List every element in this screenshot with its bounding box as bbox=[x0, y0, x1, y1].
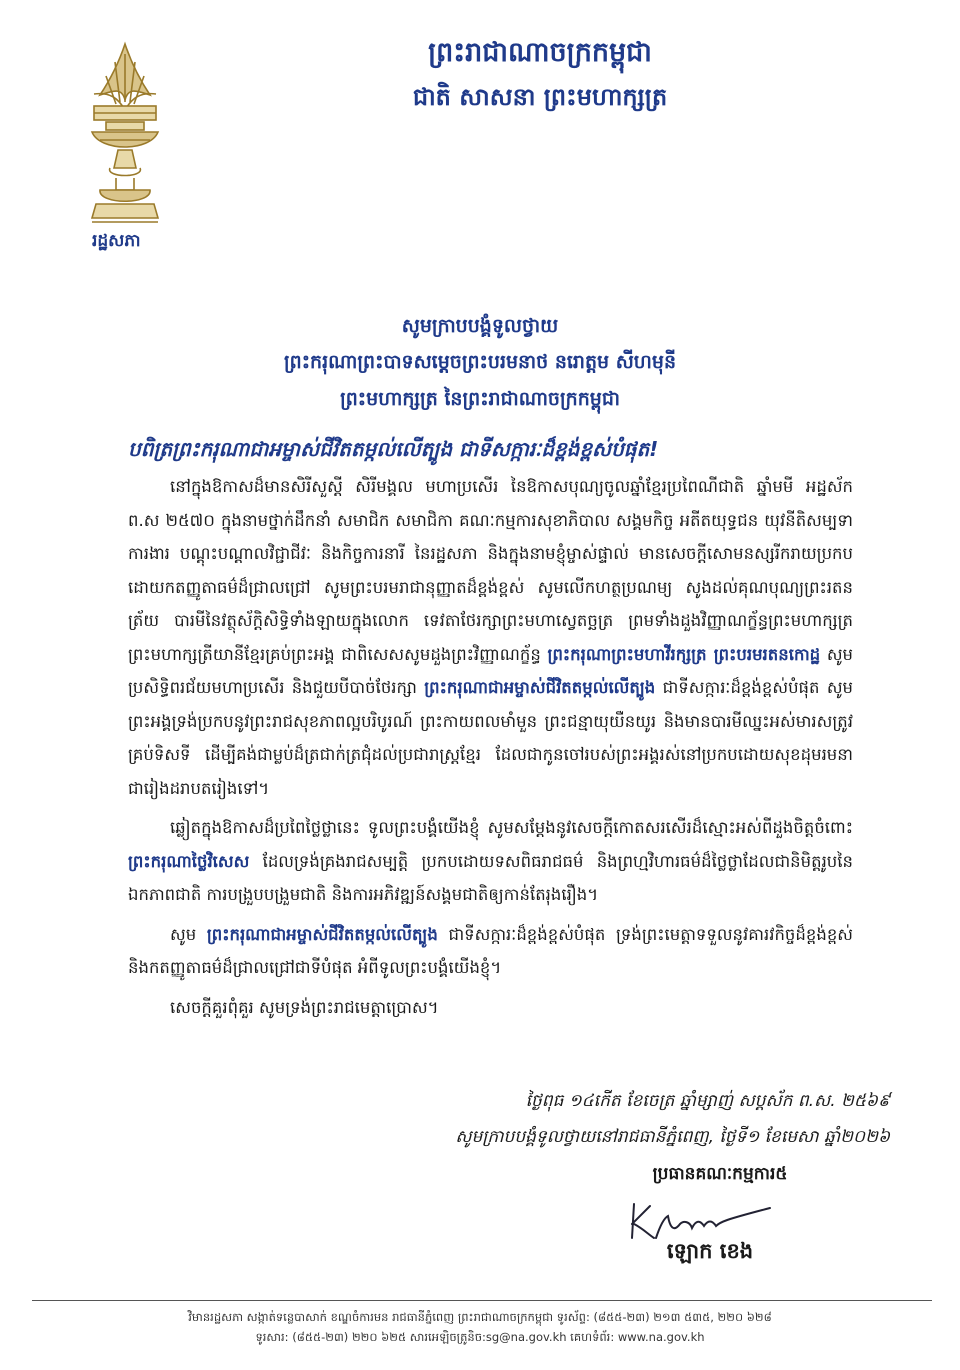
footer-divider bbox=[32, 1300, 932, 1301]
footer-address: វិមានរដ្ឋសភា សង្កាត់ទន្លេបាសាក់ ខណ្ឌចំការមន រាជធានីភ្នំពេញ ព្រះរាជាណាចក្រកម្ពុជា ទូរស័ព្ទ: (៨៥៥-២៣) ២១៣ ៥៣៥, ២២០ ៦២៨ bbox=[188, 1310, 772, 1324]
paragraph-1-emphasis-majesty: ព្រះករុណាជាអម្ចាស់ជីវិតតម្កល់លើត្បូង bbox=[424, 678, 656, 697]
paragraph-1 bbox=[128, 470, 853, 805]
motto: ជាតិ សាសនា ព្រះមហាក្សត្រ bbox=[412, 83, 668, 111]
paragraph-1-emphasis-king-father: ព្រះករុណាព្រះមហាវីរក្សត្រ ព្រះបរមរតនកោដ្ឋ bbox=[547, 644, 821, 664]
letter-body bbox=[128, 470, 853, 1030]
royal-emblem-icon bbox=[70, 40, 180, 230]
paragraph-3-emphasis: ព្រះករុណាជាអម្ចាស់ជីវិតតម្កល់លើត្បូង bbox=[206, 924, 438, 944]
solar-date: សូមក្រាបបង្គំទូលថ្វាយនៅរាជធានីភ្នំពេញ, ថ្ងៃទី១ ខែមេសា ឆ្នាំ២០២៦ bbox=[455, 1127, 890, 1147]
lunar-date: ថ្ងៃពុធ ១៤កើត ខែចេត្រ ឆ្នាំម្សាញ់ សប្តស័ក ព.ស. ២៥៦៩ bbox=[525, 1091, 890, 1111]
paragraph-3-text-a: សូម bbox=[170, 924, 197, 944]
address-headline: បពិត្រព្រះករុណាជាអម្ចាស់ជីវិតតម្កល់លើត្បូង ជាទីសក្ការៈដ៏ខ្ពង់ខ្ពស់បំផុត! bbox=[128, 437, 659, 461]
signer-title: ប្រធានគណៈកម្មការ៥ bbox=[652, 1164, 788, 1184]
paragraph-3-text-c: ជាទីសក្ការៈដ៏ខ្ពង់ខ្ពស់បំផុត ទ្រង់ព្រះមេត្តាទទួលនូវគារវកិច្ចដ៏ខ្ពង់ខ្ពស់ និងកតញ្ញូតាធម៌ដ៏ជ្រាលជ្រៅជាទីបំផុត អំពីទូលព្រះបង្គំយើងខ្ញុំ។ bbox=[128, 924, 854, 977]
salutation-line-3: ព្រះមហាក្សត្រ នៃព្រះរាជាណាចក្រកម្ពុជា bbox=[340, 388, 620, 410]
paragraph-1-text-a: នៅក្នុងឱកាសដ៏មានសិរីសួស្តី សិរីមង្គល មហាប្រសើរ នៃឱកាសបុណ្យចូលឆ្នាំខ្មែរប្រពៃណីជាតិ ឆ្នាំមមី អដ្ឋស័ក ព.ស ២៥៧០ ក្នុងនាមថ្នាក់ដឹកនាំ សមាជិក សមាជិកា គណៈកម្មការសុខាភិបាល សង្គមកិច្ច អតីតយុទ្ធជន យុវនីតិសម្បទា ការងារ បណ្តុះបណ្តាលវិជ្ជាជីវៈ និងកិច្ចការនារី នៃរដ្ឋសភា និងក្នុងនាមខ្ញុំម្ចាស់ផ្ទាល់ មានសេចក្តីសោមនស្សរីករាយប្រកបដោយកតញ្ញូតាធម៌ដ៏ជ្រាលជ្រៅ សូមព្រះបរមរាជានុញ្ញាតដ៏ខ្ពង់ខ្ពស់ សូមលើកហត្ថប្រណម្យ សូងដល់គុណបុណ្យព្រះរតនត្រ័យ បារមីនៃវត្ថុស័ក្តិសិទ្ធិទាំងឡាយក្នុងលោក ទេវតាថែរក្សាព្រះមហាស្វេតច្ឆត្រ ព្រមទាំងដួងវិញ្ញាណក្ខ័ន្ធព្រះមហាក្សត្រ ព្រះមហាក្សត្រីយានីខ្មែរគ្រប់ព្រះអង្គ ជាពិសេសសូមដួងព្រះវិញ្ញាណក្ខ័ន្ធ bbox=[128, 477, 853, 664]
paragraph-2-text-c: ដែលទ្រង់គ្រងរាជសម្បត្តិ ប្រកបដោយទសពិធរាជធម៌ និងព្រហ្មវិហារធម៌ដ៏ថ្លៃថ្លាដែលជានិមិត្តរូបនៃឯកភាពជាតិ ការបង្រួបបង្រួមជាតិ និងការអភិវឌ្ឍន៍សង្គមជាតិឲ្យកាន់តែរុងរឿង។ bbox=[128, 851, 853, 904]
emblem-label: រដ្ឋសភា bbox=[92, 231, 141, 251]
paragraph-2 bbox=[128, 811, 853, 912]
paragraph-1-text-c: សូមប្រសិទ្ធិពរជ័យមហាប្រសើរ និងជួយបីបាច់ថែរក្សា bbox=[128, 644, 853, 697]
salutation-line-1: សូមក្រាបបង្គំទូលថ្វាយ bbox=[401, 315, 559, 337]
paragraph-3 bbox=[128, 918, 853, 985]
signer-name: ឡោក ខេង bbox=[666, 1239, 754, 1263]
footer-contact: ទូរសារ: (៨៥៥-២៣) ២២០ ៦២៥ សារអេឡិចត្រូនិច:sg@na.gov.kh គេហទំព័រ: www.na.gov.kh bbox=[255, 1330, 705, 1344]
paragraph-2-text-a: ឆ្លៀតក្នុងឱកាសដ៏ប្រពៃថ្លៃថ្លានេះ ទូលព្រះបង្គំយើងខ្ញុំ សូមសម្តែងនូវសេចក្តីកោតសរសើរដ៏ស្មោះអស់ពីដួងចិត្តចំពោះ bbox=[170, 818, 853, 837]
kingdom-title: ព្រះរាជាណាចក្រកម្ពុជា bbox=[428, 37, 652, 68]
paragraph-2-emphasis: ព្រះករុណាថ្លៃវិសេស bbox=[128, 851, 250, 871]
paragraph-1-text-e: ជាទីសក្ការៈដ៏ខ្ពង់ខ្ពស់បំផុត សូមព្រះអង្គទ្រង់ប្រកបនូវព្រះរាជសុខភាពល្អបរិបូរណ៍ ព្រះកាយពលមាំមួន ព្រះជន្មាយុយឺនយូរ និងមានបារមីឈ្នះអស់មារសត្រូវគ្រប់ទិសទី ដើម្បីគង់ជាម្លប់ដ៏ត្រជាក់ត្រជុំដល់ប្រជារាស្ត្រខ្មែរ ដែលជាកូនចៅរបស់ព្រះអង្គរស់នៅប្រកបដោយសុខដុមរមនា ជារៀងដរាបតរៀងទៅ។ bbox=[128, 678, 854, 798]
salutation-line-2: ព្រះករុណាព្រះបាទសម្តេចព្រះបរមនាថ នរោត្តម សីហមុនី bbox=[283, 351, 677, 373]
paragraph-4: សេចក្តីគួរពុំគួរ សូមទ្រង់ព្រះរាជមេត្តាប្រោស។ bbox=[170, 997, 439, 1017]
